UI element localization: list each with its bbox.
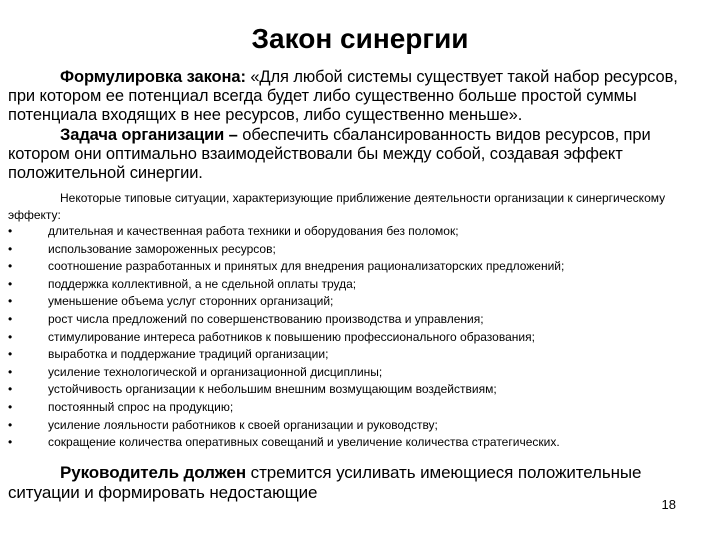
list-item-text: использование замороженных ресурсов; [48,241,276,256]
bullet-icon: • [8,224,13,238]
bullet-icon: • [8,417,13,432]
list-item-text: выработка и поддержание традиций организации; [48,347,329,362]
slide-title-text: Закон синергии [251,23,469,54]
bullet-icon: • [8,399,13,414]
manager-text: стремится усиливать имеющиеся положительные ситуации и формировать недостающие [8,463,642,502]
slide-title [0,22,720,56]
list-item [8,364,708,382]
bullet-icon: • [8,311,13,326]
organization-task-label: Задача организации – [60,126,238,144]
law-formulation-paragraph [8,68,708,125]
manager-paragraph [8,463,708,502]
bullet-icon: • [8,435,13,450]
bullet-icon: • [8,294,13,309]
list-item [8,311,708,329]
bullet-icon: • [8,382,13,397]
list-item-text: стимулирование интереса работников к повышению профессионального образования; [48,329,535,344]
organization-task-paragraph [8,126,708,183]
list-item [8,293,708,311]
list-item-text: уменьшение объема услуг сторонних организаций; [48,294,334,309]
list-item [8,223,708,241]
situations-intro: Некоторые типовые ситуации, характеризующие приближение деятельности организации к синергическому эффекту: [8,191,666,222]
list-item [8,276,708,294]
list-item [8,258,708,276]
list-item [8,329,708,347]
bullet-icon: • [8,276,13,291]
list-item [8,241,708,259]
list-item [8,417,708,435]
list-item [8,399,708,417]
list-item-text: устойчивость организации к небольшим внешним возмущающим воздействиям; [48,382,497,397]
bullet-icon: • [8,259,13,274]
bullet-icon: • [8,329,13,344]
list-item-text: рост числа предложений по совершенствованию производства и управления; [48,311,484,326]
law-formulation-text: «Для любой системы существует такой набор ресурсов, при котором ее потенциал всегда будет либо существенно больше простой суммы потенциала входящих в нее ресурсов, либо существенно меньше». [8,68,678,124]
list-item-text: усиление лояльности работников к своей организации и руководству; [48,417,438,432]
bullet-icon: • [8,364,13,379]
list-item-text: поддержка коллективной, а не сдельной оплаты труда; [48,276,357,291]
situations-list [8,223,708,452]
list-item-text: усиление технологической и организационной дисциплины; [48,364,383,379]
list-item-text: постоянный спрос на продукцию; [48,399,234,414]
organization-task-text: обеспечить сбалансированность видов ресурсов, при котором они оптимально взаимодействовали бы между собой, создавая эффект положительной синергии. [8,126,651,182]
manager-label: Руководитель должен [60,463,247,482]
list-item [8,381,708,399]
list-item-text: соотношение разработанных и принятых для внедрения рационализаторских предложений; [48,259,565,274]
list-item [8,346,708,364]
bullet-icon: • [8,241,13,256]
list-item [8,434,708,452]
page-number: 18 [661,497,676,512]
bullet-icon: • [8,347,13,362]
law-formulation-label: Формулировка закона: [60,68,246,86]
list-item-text: сокращение количества оперативных совещаний и увеличение количества стратегических. [48,435,560,450]
list-item-text: длительная и качественная работа техники и оборудования без поломок; [48,224,459,238]
